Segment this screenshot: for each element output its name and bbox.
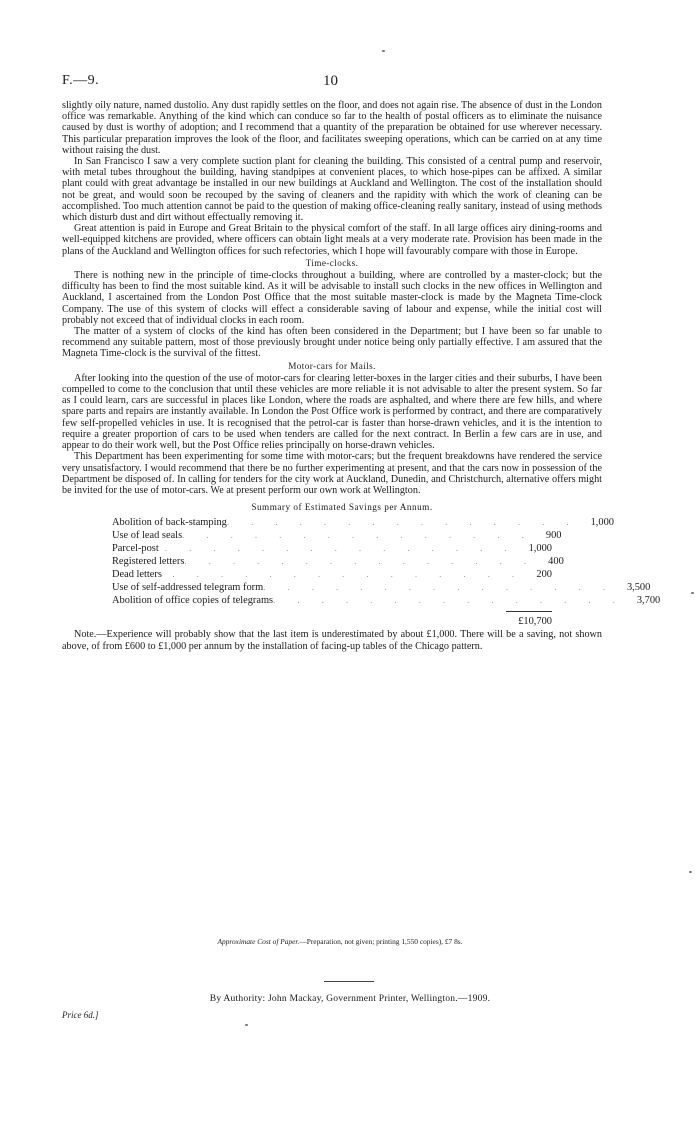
summary-row xyxy=(112,555,564,568)
paragraph: Great attention is paid in Europe and Great Britain to the physical comfort of the staff. In all large offices airy dining-rooms and well-equipped kitchens are provided, where officers can obtain light meals at a very moderate rate. Provision has been made in the plans of the Auckland and Wellington offices for such refectories, which I hope will favourably compare with those in Europe. xyxy=(62,223,602,257)
summary-table xyxy=(112,516,661,629)
paragraph: After looking into the question of the use of motor-cars for clearing letter-boxes in the larger cities and their suburbs, I have been compelled to come to the conclusion that until these vehicles are more reliable it is not advisable to alter the present system. So far as I could learn, cars are successful in places like London, where the roads are asphalted, and where there are few hills, and where spare parts and repairs are instantly available. In London the Post Office work is performed by contract, and there are comparatively few self-propelled vehicles in use. It is recognised that the petrol-car is faster than horse-drawn vehicles, and it is the intention to require a greater proportion of cars to be used when tenders are called for the next contract. In Berlin a few cars are in use, and appear to do their work well, but the Post Office relies principally on horse-drawn vehicles. xyxy=(62,372,602,452)
note-lead: Note. xyxy=(74,629,97,641)
cost-label: Approximate Cost of Paper. xyxy=(217,937,300,946)
summary-row xyxy=(112,568,552,581)
savings-summary xyxy=(62,502,661,629)
paragraph: In San Francisco I saw a very complete suction plant for cleaning the building. This consisted of a central pump and reservoir, with metal tubes throughout the building, having standpipes at convenient places, to which hose-pipes can be affixed. A similar plant could with great advantage be installed in our new buildings at Auckland and Wellington. The cost of the installation should not be great, and would soon be recouped by the saving of cleaners and the rapidity with which the work of cleaning can be accomplished. Too much attention cannot be paid to the question of making office-cleaning really sanitary, instead of using methods which disturb dust and dirt without effectually removing it. xyxy=(62,156,602,224)
summary-row xyxy=(112,542,552,555)
summary-row xyxy=(112,581,651,594)
summary-total-row xyxy=(112,615,552,629)
price-label: Price 6d.] xyxy=(62,1010,99,1020)
scan-speck xyxy=(382,50,385,52)
summary-label: Abolition of office copies of telegrams xyxy=(112,595,274,607)
summary-amount: 1,000 xyxy=(528,543,552,555)
leader-dots: ............... xyxy=(172,569,537,580)
summary-amount: 1,000 xyxy=(590,517,614,529)
paragraph: There is nothing new in the principle of time-clocks throughout a building, where are controlled by a master-clock; but the difficulty has been to find the most suitable kind. As it will be advisable to install such clocks in the new offices in Wellington and Auckland, I ascertained from the London Post Office that the most suitable master-clock is made by the Magneta Time-clock Company. The use of this system of clocks will effect a considerable saving of labour and expense, while the initial cost will probably not exceed that of individual clocks in each room. xyxy=(62,270,602,326)
leader-dots: ............... xyxy=(184,556,549,567)
paragraph: slightly oily nature, named dustolio. Any dust rapidly settles on the floor, and does not again rise. The absence of dust in the London office was remarkable. Anything of the kind which can conduce so far to the health of postal officers as to eliminate the nuisance caused by dust is worthy of adoption; and I recommend that a quantity of the preparation be obtained for use wherever necessary. This particular preparation improves the look of the floor, and facilitates sweeping operations, which can be carried on at any time without raising the dust. xyxy=(62,100,602,156)
summary-row xyxy=(112,516,614,529)
summary-amount: 900 xyxy=(545,530,562,542)
paragraph: This Department has been experimenting for some time with motor-cars; but the frequent breakdowns have rendered the service very unsatisfactory. I would recommend that there be no further experimenting at present, and that the cars now in possession of the Department be disposed of. In calling for tenders for the city work at Auckland, Dunedin, and Christchurch, alternative offers might be invited for the use of motor-cars. We at present perform our own work at Wellington. xyxy=(62,451,602,496)
leader-dots: ............... xyxy=(263,582,627,593)
leader-dots: ............... xyxy=(164,543,529,554)
summary-row xyxy=(112,529,562,542)
scan-speck xyxy=(689,871,692,873)
summary-total: £10,700 xyxy=(518,616,552,628)
printing-cost-note xyxy=(160,937,520,946)
printer-imprint: By Authority: John Mackay, Government Printer, Wellington.—1909. xyxy=(209,993,491,1004)
total-rule xyxy=(506,611,552,612)
summary-label: Dead letters xyxy=(112,569,162,581)
leader-dots: ............... xyxy=(273,595,637,606)
note-paragraph xyxy=(62,629,602,651)
summary-row xyxy=(112,594,661,607)
divider xyxy=(324,981,374,982)
summary-label: Registered letters xyxy=(112,556,185,568)
scan-speck xyxy=(691,592,694,594)
section-heading-motor-cars: Motor-cars for Mails. xyxy=(288,360,376,371)
leader-dots: ............... xyxy=(182,530,546,541)
summary-label: Parcel-post xyxy=(112,543,159,555)
leader-dots: ............... xyxy=(226,517,591,528)
summary-label: Use of self-addressed telegram form xyxy=(112,582,264,594)
note-text: —Experience will probably show that the last item is underestimated by about £1,000. There will be a saving, not shown above, of from £600 to £1,000 per annum by the installation of facing-up tables of the Chicago pattern. xyxy=(62,629,602,652)
summary-amount: 3,700 xyxy=(636,595,661,607)
page-number: 10 xyxy=(323,73,338,89)
scan-speck xyxy=(245,1024,248,1026)
section-heading-time-clocks: Time-clocks. xyxy=(305,257,359,268)
paragraph: The matter of a system of clocks of the kind has often been considered in the Department; but I have been so far unable to recommend any suitable pattern, most of those previously brought under notice being only partially effective. I am assured that the Magneta Time-clock is the survival of the fittest. xyxy=(62,326,602,360)
summary-amount: 3,500 xyxy=(626,582,651,594)
cost-detail: —Preparation, not given; printing 1,550 copies), £7 8s. xyxy=(299,937,463,946)
summary-amount: 400 xyxy=(548,556,564,568)
body-text xyxy=(62,100,661,652)
summary-label: Use of lead seals xyxy=(112,530,183,542)
summary-amount: 200 xyxy=(536,569,552,581)
summary-title: Summary of Estimated Savings per Annum. xyxy=(251,502,433,513)
summary-label: Abolition of back-stamping xyxy=(112,517,227,529)
document-reference: F.—9. xyxy=(62,73,100,88)
